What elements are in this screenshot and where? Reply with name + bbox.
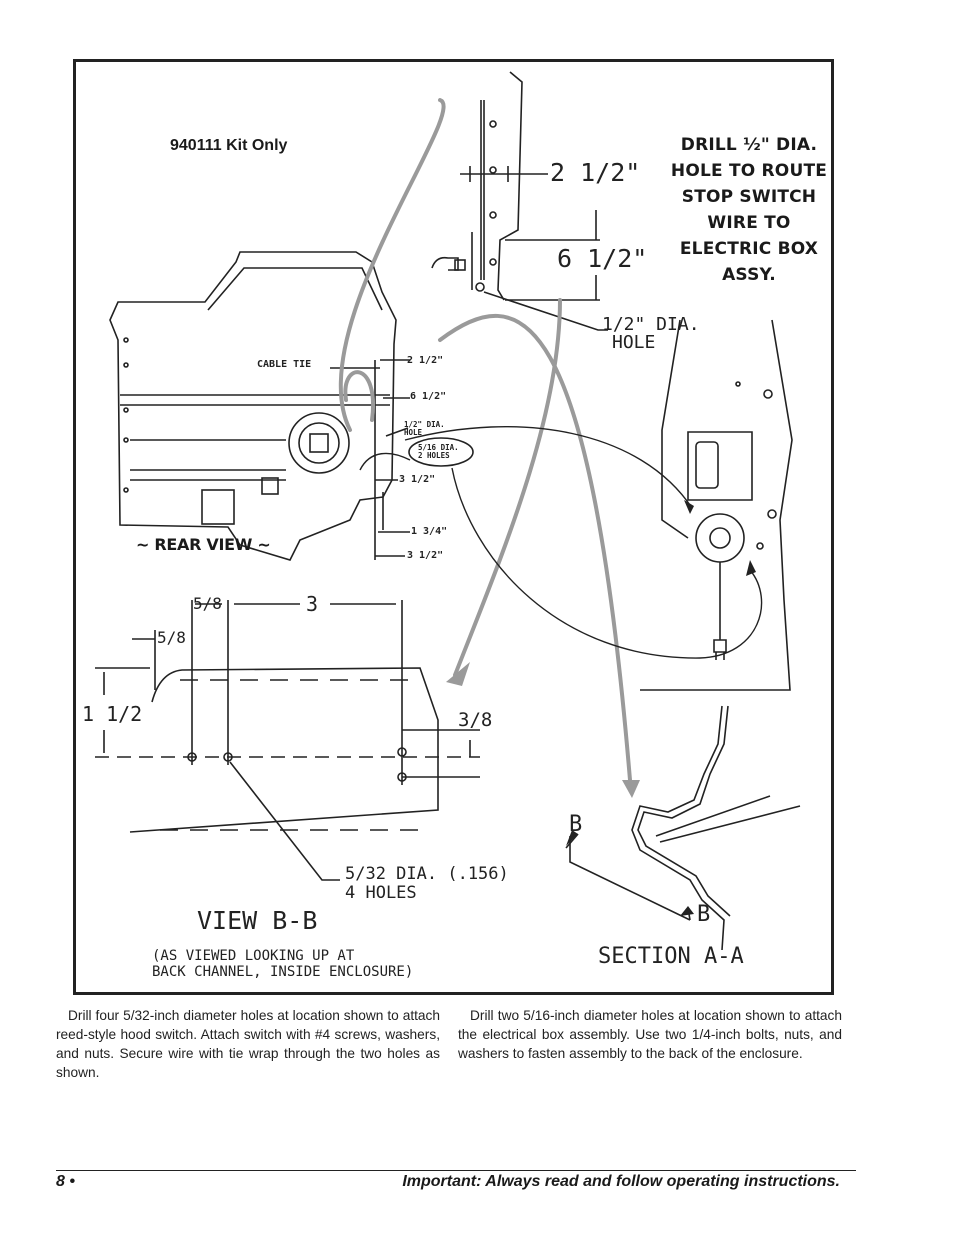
rear-dim-2-1-2: 2 1/2" — [407, 355, 444, 366]
footer-note: Important: Always read and follow operating instructions. — [402, 1173, 840, 1190]
viewbb-dim-3-8: 3/8 — [458, 709, 493, 731]
drill-note-line: STOP SWITCH — [681, 187, 817, 207]
viewbb-dim-5-8-b: 5/8 — [157, 628, 186, 647]
section-b-bottom-label: B — [697, 902, 711, 927]
wire-callout-lines — [360, 427, 762, 658]
arrow-to-view-bb — [455, 300, 560, 675]
rear-holes-label-2: 2 HOLES — [418, 451, 450, 460]
rear-view-label: ~ REAR VIEW ~ — [136, 535, 271, 554]
top-hole-label-2: HOLE — [612, 332, 656, 353]
viewbb-caption-1: (AS VIEWED LOOKING UP AT — [152, 948, 355, 964]
section-b-top-label: B — [569, 812, 583, 837]
top-dim-6-1-2: 6 1/2" — [557, 244, 648, 273]
section-aa-title: SECTION A-A — [598, 944, 744, 969]
cable-tie-label: CABLE TIE — [257, 359, 312, 370]
rear-dim-1-3-4: 1 3/4" — [411, 526, 448, 537]
viewbb-title: VIEW B-B — [197, 906, 318, 935]
rear-dim-3-1-2-a: 3 1/2" — [399, 474, 436, 485]
top-hole-label-1: 1/2" DIA. — [602, 314, 700, 335]
viewbb-dim-1-1-2: 1 1/2 — [82, 702, 143, 726]
rear-hole-label-2: HOLE — [404, 428, 423, 437]
electrical-box — [640, 320, 792, 690]
left-instruction-paragraph: Drill four 5/32-inch diameter holes at location shown to attach reed-style hood switch. Attach switch with #4 screws, washers, and nuts. Secure wire with tie wrap through the two holes as shown. — [56, 1008, 440, 1080]
viewbb-dim-5-8-a: 5/8 — [193, 594, 222, 613]
drill-note-line: WIRE TO — [707, 213, 791, 233]
rear-view-housing — [110, 252, 473, 560]
drill-note-line: HOLE TO ROUTE — [670, 161, 828, 181]
rear-holes-label-1: 5/16 DIA. — [418, 443, 459, 452]
viewbb-holes-label-1: 5/32 DIA. (.156) — [345, 864, 509, 884]
viewbb-holes-label-2: 4 HOLES — [345, 883, 417, 903]
routing-arrows — [341, 100, 630, 780]
rear-hole-label-1: 1/2" DIA. — [404, 420, 445, 429]
kit-label: 940111 Kit Only — [170, 137, 288, 154]
right-instruction-paragraph: Drill two 5/16-inch diameter holes at location shown to attach the electrical box assembly. Use two 1/4-inch bolts, nuts, and washers to fasten assembly to the back of the enclosure. — [458, 1008, 842, 1061]
viewbb-caption-2: BACK CHANNEL, INSIDE ENCLOSURE) — [152, 964, 414, 980]
top-dim-2-1-2: 2 1/2" — [550, 158, 641, 187]
drill-note — [664, 132, 834, 288]
rear-dim-3-1-2-b: 3 1/2" — [407, 550, 444, 561]
view-bb-drawing — [95, 600, 480, 880]
drill-note-line: ASSY. — [722, 265, 776, 285]
footer-divider — [56, 1170, 856, 1171]
page-number: 8 • — [56, 1173, 75, 1190]
viewbb-dim-3: 3 — [306, 592, 319, 616]
drill-note-line: ELECTRIC BOX — [679, 239, 819, 259]
drill-note-line: DRILL ½" DIA. — [680, 135, 818, 155]
rear-dim-6-1-2: 6 1/2" — [410, 391, 447, 402]
